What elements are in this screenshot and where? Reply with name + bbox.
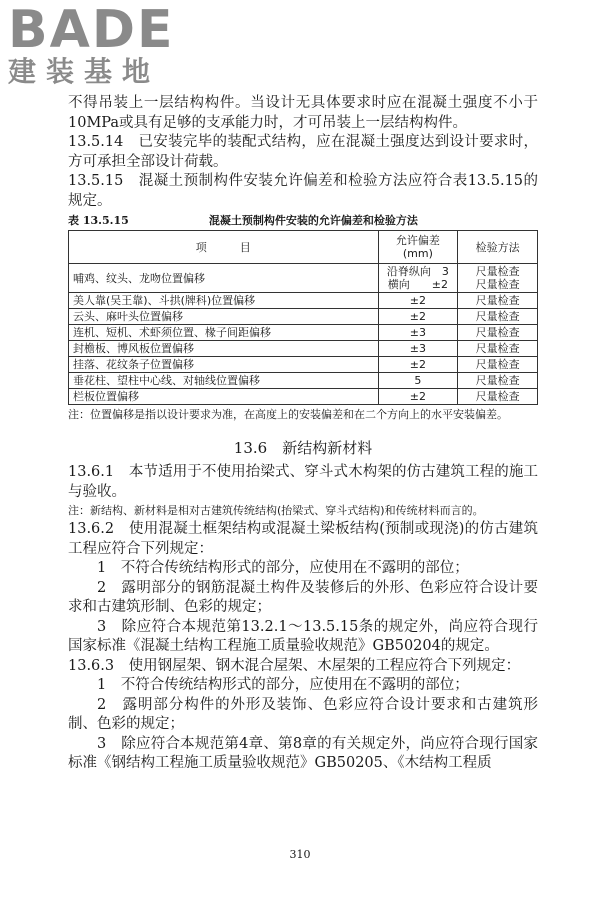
page-number: 310: [289, 848, 311, 861]
clause-13-5-14: 13.5.14 已安装完毕的装配式结构，应在混凝土强度达到设计要求时，方可承担全部设计荷载。: [68, 134, 538, 170]
cell-method: 尺量检查: [458, 325, 538, 341]
section-title: 13.6 新结构新材料: [233, 439, 373, 457]
table-note: 注：位置偏移是指以设计要求为准，在高度上的安装偏差和在二个方向上的水平安装偏差。: [68, 408, 508, 421]
cell-item: 垂花柱、望柱中心线、对轴线位置偏移: [69, 373, 379, 389]
cell-item: 云头、麻叶头位置偏移: [69, 309, 379, 325]
cell-item: 封檐板、博风板位置偏移: [69, 341, 379, 357]
paragraph-continuation: 不得吊装上一层结构构件。当设计无具体要求时应在混凝土强度不小于10MPa或具有足够的支承能力时，才可吊装上一层结构构件。: [68, 95, 538, 131]
clause-13-5-15: 13.5.15 混凝土预制构件安装允许偏差和检验方法应符合表13.5.15的规定。: [68, 173, 538, 209]
cell-method: 尺量检查: [458, 357, 538, 373]
cell-tolerance: ±2: [378, 357, 458, 373]
header-method: 检验方法: [458, 231, 538, 264]
header-item: 项 目: [69, 231, 379, 264]
table-row: [69, 357, 538, 373]
clause-13-6-1: 13.6.1 本节适用于不使用抬梁式、穿斗式木构架的仿古建筑工程的施工与验收。: [68, 464, 538, 500]
clause-13-6-3: 13.6.3 使用钢屋架、钢木混合屋架、木屋架的工程应符合下列规定：: [68, 657, 521, 674]
logo-subtitle: 建装基地: [8, 55, 161, 88]
cell-tolerance: ±3: [378, 341, 458, 357]
cell-item: 栏板位置偏移: [69, 389, 379, 405]
clause-13-6-1-note: 注：新结构、新材料是相对古建筑传统结构(抬梁式、穿斗式结构)和传统材料而言的。: [68, 504, 484, 517]
table-row: [69, 293, 538, 309]
document-body: [68, 94, 538, 774]
cell-item: 美人靠(吴王靠)、斗拱(牌科)位置偏移: [69, 293, 379, 309]
table-caption: [68, 213, 538, 229]
brand-logo: [8, 2, 208, 88]
cell-item: 哺鸡、纹头、龙吻位置偏移: [69, 264, 379, 293]
cell-method: 尺量检查: [458, 293, 538, 309]
list-item: 2 露明部分的钢筋混凝土构件及装修后的外形、色彩应符合设计要求和古建筑形制、色彩的规定；: [68, 579, 538, 615]
table-row: [69, 341, 538, 357]
cell-method: 尺量检查: [458, 309, 538, 325]
cell-method: 尺量检查: [458, 373, 538, 389]
cell-tolerance: ±2: [378, 389, 458, 405]
list-item: 3 除应符合本规范第13.2.1～13.5.15条的规定外，尚应符合现行国家标准《混凝土结构工程施工质量验收规范》GB50204的规定。: [68, 618, 538, 654]
clause-13-6-2-items: [68, 559, 538, 657]
list-item: 1 不符合传统结构形式的部分，应使用在不露明的部位；: [97, 560, 469, 576]
cell-tolerance: ±2: [378, 293, 458, 309]
cell-tolerance: ±3: [378, 325, 458, 341]
header-tolerance: [378, 231, 458, 264]
cell-tolerance: 沿脊纵向 3 横向 ±2: [378, 264, 458, 293]
tolerance-table: [68, 230, 538, 405]
clause-13-6-2: 13.6.2 使用混凝土框架结构或混凝土梁板结构(预制或现浇)的仿古建筑工程应符合下列规定：: [68, 521, 538, 557]
table-header-row: [69, 231, 538, 264]
cell-item: 连机、短机、术虾须位置、椽子间距偏移: [69, 325, 379, 341]
table-row: [69, 373, 538, 389]
cell-method: 尺量检查: [458, 341, 538, 357]
table-body: [69, 264, 538, 405]
cell-method: 尺量检查 尺量检查: [458, 264, 538, 293]
list-item: 1 不符合传统结构形式的部分，应使用在不露明的部位；: [97, 677, 469, 693]
table-row: [69, 309, 538, 325]
table-title: 混凝土预制构件安装的允许偏差和检验方法: [208, 214, 418, 227]
logo-brand-text: BADE: [8, 0, 175, 60]
clause-13-6-3-items: [68, 676, 538, 774]
cell-tolerance: 5: [378, 373, 458, 389]
cell-tolerance: ±2: [378, 309, 458, 325]
cell-method: 尺量检查: [458, 389, 538, 405]
cell-item: 挂落、花纹条子位置偏移: [69, 357, 379, 373]
table-label: 表 13.5.15: [68, 214, 129, 227]
table-row: [69, 264, 538, 293]
list-item: 3 除应符合本规范第4章、第8章的有关规定外，尚应符合现行国家标准《钢结构工程施工质量验收规范》GB50205、《木结构工程质: [68, 735, 538, 771]
table-row: [69, 325, 538, 341]
header-tolerance-text: 允许偏差 (mm): [395, 234, 440, 260]
list-item: 2 露明部分构件的外形及装饰、色彩应符合设计要求和古建筑形制、色彩的规定；: [68, 696, 538, 732]
table-row: [69, 389, 538, 405]
